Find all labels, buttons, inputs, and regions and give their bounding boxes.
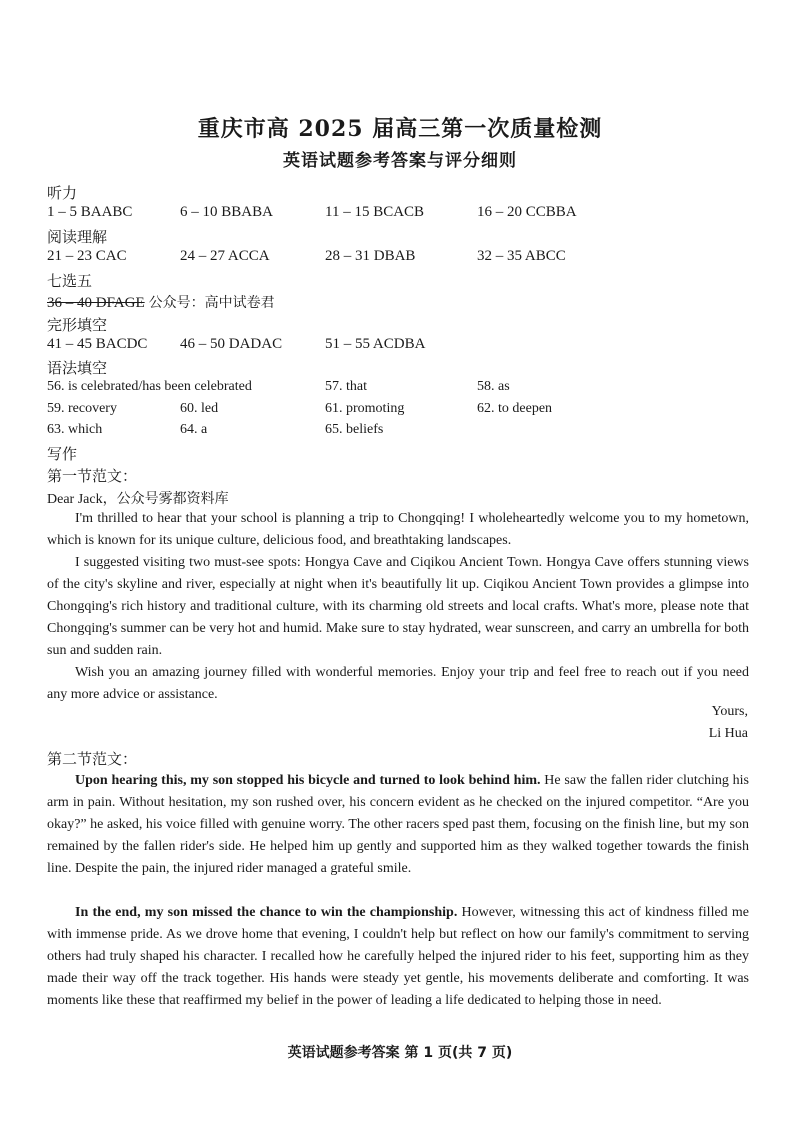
letter-paragraph: I'm thrilled to hear that your school is planning a trip to Chongqing! I wholeheartedly welcome you to my hometown, which is known for its unique culture, delicious food, and breathtaking landscapes. <box>47 511 749 548</box>
grammar-answer: 56. is celebrated/has been celebrated <box>47 379 252 394</box>
story-paragraph <box>47 902 749 1012</box>
listening-answers <box>47 204 767 224</box>
letter-closing: Yours, <box>711 704 748 719</box>
cloze-answers <box>47 336 767 356</box>
answer-group: 41 – 45 BACDC <box>47 336 148 352</box>
answer-group: 6 – 10 BBABA <box>180 204 273 220</box>
grammar-answer: 57. that <box>325 379 367 394</box>
grammar-answer: 61. promoting <box>325 401 405 416</box>
answer-group: 51 – 55 ACDBA <box>325 336 426 352</box>
section-reading-label: 阅读理解 <box>47 228 108 246</box>
answer-group: 11 – 15 BCACB <box>325 204 425 220</box>
section-grammar-label: 语法填空 <box>47 359 108 377</box>
story-body: He saw the fallen rider clutching his arm in pain. Without hesitation, my son rushed over, his concern evident as he checked on the injured competitor. “Are you okay?” he asked, his voice filled with genuine worry. The other racers sped past them, focusing on the finish line, but my son remained by the fallen rider's side. He helped him up gently and supported him as they walked together towards the finish line. Despite the pain, the injured rider managed a grateful smile. <box>47 773 749 876</box>
grammar-row <box>47 401 767 421</box>
writing-part2-label: 第二节范文： <box>47 750 138 768</box>
section-listening-label: 听力 <box>47 184 78 202</box>
answer-group: 16 – 20 CCBBA <box>477 204 577 220</box>
answer-group: 46 – 50 DADAC <box>180 336 283 352</box>
grammar-row <box>47 379 767 399</box>
page-title: 重庆市高 2025 届高三第一次质量检测 <box>197 116 603 142</box>
writing-part1-label: 第一节范文： <box>47 467 138 485</box>
letter-paragraph: I suggested visiting two must-see spots: Hongya Cave and Ciqikou Ancient Town. Hongya Cave offers stunning views of the city's skyline and river, especially at night when it's beautifully lit up. Ciqikou Ancient Town provides a glimpse into Chongqing's rich history and traditional culture, with its charming old streets and local crafts. What's more, please note that Chongqing's summer can be very hot and humid. Make sure to stay hydrated, wear sunscreen, and carry an umbrella for both sun and sudden rain. <box>47 555 749 658</box>
grammar-answer: 63. which <box>47 422 103 437</box>
page-subtitle: 英语试题参考答案与评分细则 <box>283 151 517 171</box>
story-paragraph <box>47 770 749 880</box>
answer-group: 36 – 40 DFAGE <box>47 295 145 311</box>
story-lead-sentence: In the end, my son missed the chance to win the championship. <box>75 905 458 920</box>
grammar-answer: 59. recovery <box>47 401 117 416</box>
grammar-answer: 65. beliefs <box>325 422 384 437</box>
story-body: However, witnessing this act of kindness filled me with immense pride. As we drove home that evening, I couldn't help but reflect on how our family's commitment to serving others had truly shaped his character. I recalled how he carefully helped the injured rider to his feet, supporting him as they made their way off the track together. His hands were steady yet gentle, his movements deliberate and comforting. It was moments like these that reaffirmed my belief in the power of leading a life dedicated to helping those in need. <box>47 905 749 1008</box>
seven-choose-five-answers <box>47 292 767 312</box>
watermark-note: 公众号：高中试卷君 <box>148 295 275 311</box>
section-writing-label: 写作 <box>47 445 78 463</box>
answer-group: 21 – 23 CAC <box>47 248 127 264</box>
grammar-answer: 58. as <box>477 379 510 394</box>
grammar-answer: 62. to deepen <box>477 401 553 416</box>
reading-answers <box>47 248 767 268</box>
answer-group: 1 – 5 BAABC <box>47 204 133 220</box>
answer-group: 32 – 35 ABCC <box>477 248 566 264</box>
story-lead-sentence: Upon hearing this, my son stopped his bicycle and turned to look behind him. <box>75 773 541 788</box>
section-seven-choose-five-label: 七选五 <box>47 272 93 290</box>
letter-paragraph: Wish you an amazing journey filled with wonderful memories. Enjoy your trip and feel free to reach out if you need any more advice or assistance. <box>47 665 749 702</box>
grammar-row <box>47 422 767 442</box>
section-cloze-label: 完形填空 <box>47 316 108 334</box>
grammar-answer: 60. led <box>180 401 219 416</box>
greeting-note: 公众号雾都资料库 <box>116 491 229 507</box>
letter-greeting <box>47 488 229 508</box>
grammar-answer: 64. a <box>180 422 208 437</box>
answer-group: 24 – 27 ACCA <box>180 248 270 264</box>
letter-signature: Li Hua <box>708 726 748 741</box>
answer-group: 28 – 31 DBAB <box>325 248 416 264</box>
page-footer: 英语试题参考答案 第 1 页(共 7 页) <box>287 1045 513 1061</box>
greeting-text: Dear Jack， <box>47 492 117 507</box>
